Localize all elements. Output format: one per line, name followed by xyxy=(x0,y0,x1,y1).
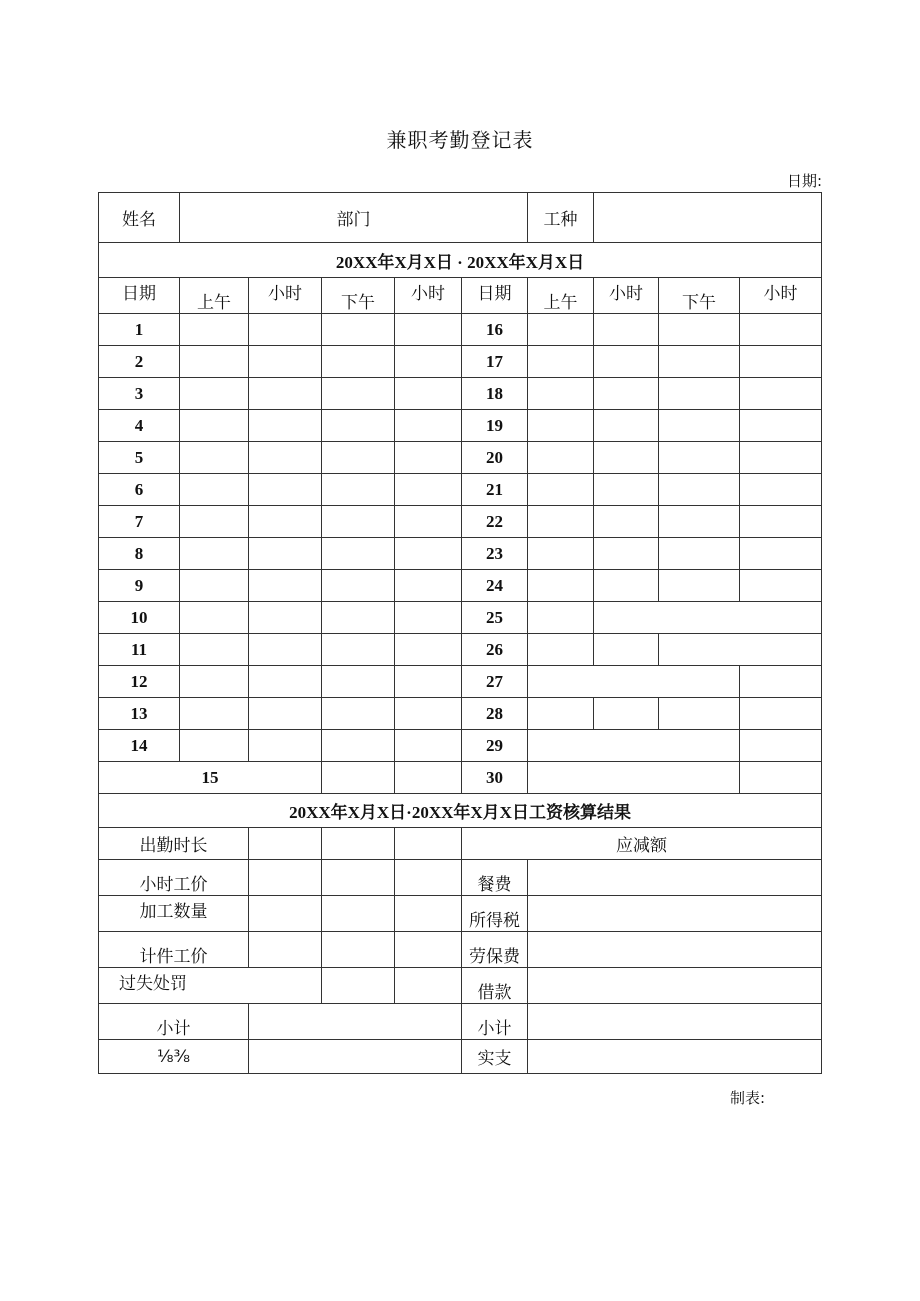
cell[interactable] xyxy=(180,570,249,602)
day-number: 19 xyxy=(462,410,528,442)
net-pay-value-cell[interactable] xyxy=(528,1040,822,1074)
insurance-value-cell[interactable] xyxy=(528,932,822,968)
day-number: 3 xyxy=(99,378,180,410)
hourly-rate-label: 小时工价 xyxy=(99,860,249,896)
cell[interactable] xyxy=(395,506,462,538)
net-pay-label: 实支 xyxy=(462,1040,528,1074)
cell[interactable] xyxy=(594,474,659,506)
cell[interactable] xyxy=(249,828,322,860)
cell[interactable] xyxy=(322,932,395,968)
cell[interactable] xyxy=(395,828,462,860)
cell[interactable] xyxy=(180,666,249,698)
day-number: 12 xyxy=(99,666,180,698)
cell[interactable] xyxy=(249,378,322,410)
cell[interactable] xyxy=(322,634,395,666)
insurance-label: 劳保费 xyxy=(462,932,528,968)
cell[interactable] xyxy=(594,314,659,346)
cell[interactable] xyxy=(659,474,740,506)
cell[interactable] xyxy=(740,666,822,698)
cell[interactable] xyxy=(528,410,594,442)
col-date-left: 日期 xyxy=(99,278,180,314)
meals-value-cell[interactable] xyxy=(528,860,822,896)
cell[interactable] xyxy=(180,410,249,442)
cell[interactable] xyxy=(659,442,740,474)
cell[interactable] xyxy=(528,442,594,474)
cell[interactable] xyxy=(740,314,822,346)
col-hours-right-2: 小时 xyxy=(740,278,822,314)
name-label: 姓名 xyxy=(99,193,180,243)
cell[interactable] xyxy=(659,698,740,730)
cell[interactable] xyxy=(322,698,395,730)
cell[interactable] xyxy=(395,896,462,932)
total-value-cell[interactable] xyxy=(249,1040,462,1074)
subtotal-left-value-cell[interactable] xyxy=(249,1004,462,1040)
cell[interactable] xyxy=(395,698,462,730)
cell[interactable] xyxy=(659,570,740,602)
attendance-hours-label: 出勤时长 xyxy=(99,828,249,860)
cell[interactable] xyxy=(528,602,594,634)
col-morning-left: 上午 xyxy=(180,278,249,314)
cell[interactable] xyxy=(180,602,249,634)
cell[interactable] xyxy=(395,634,462,666)
dept-label: 部门 xyxy=(180,193,528,243)
processing-qty-label: 加工数量 xyxy=(99,896,249,932)
piece-rate-label: 计件工价 xyxy=(99,932,249,968)
penalty-label: 过失处罚 xyxy=(99,968,322,1004)
day-number: 5 xyxy=(99,442,180,474)
cell[interactable] xyxy=(249,896,322,932)
cell[interactable] xyxy=(528,378,594,410)
cell[interactable] xyxy=(249,410,322,442)
cell[interactable] xyxy=(659,314,740,346)
cell[interactable] xyxy=(180,538,249,570)
cell[interactable] xyxy=(322,666,395,698)
cell[interactable] xyxy=(594,410,659,442)
cell[interactable] xyxy=(740,442,822,474)
col-hours-left-1: 小时 xyxy=(249,278,322,314)
day-number: 4 xyxy=(99,410,180,442)
day-number: 29 xyxy=(462,730,528,762)
cell-merged[interactable] xyxy=(594,602,822,634)
cell[interactable] xyxy=(528,314,594,346)
day-number: 20 xyxy=(462,442,528,474)
day-number: 8 xyxy=(99,538,180,570)
maker-label: 制表: xyxy=(730,1089,766,1107)
cell[interactable] xyxy=(180,474,249,506)
day-number: 22 xyxy=(462,506,528,538)
cell[interactable] xyxy=(395,968,462,1004)
cell[interactable] xyxy=(659,506,740,538)
cell[interactable] xyxy=(180,634,249,666)
cell[interactable] xyxy=(740,378,822,410)
cell[interactable] xyxy=(395,378,462,410)
day-number: 21 xyxy=(462,474,528,506)
col-hours-right-1: 小时 xyxy=(594,278,659,314)
cell[interactable] xyxy=(249,698,322,730)
cell[interactable] xyxy=(528,634,594,666)
day-number: 28 xyxy=(462,698,528,730)
day-number: 30 xyxy=(462,762,528,794)
cell[interactable] xyxy=(594,506,659,538)
cell[interactable] xyxy=(740,570,822,602)
day-number: 17 xyxy=(462,346,528,378)
cell[interactable] xyxy=(395,932,462,968)
cell[interactable] xyxy=(322,442,395,474)
cell[interactable] xyxy=(180,442,249,474)
day-number: 23 xyxy=(462,538,528,570)
day-number: 15 xyxy=(99,762,322,794)
cell[interactable] xyxy=(322,570,395,602)
cell[interactable] xyxy=(395,860,462,896)
day-number: 1 xyxy=(99,314,180,346)
cell[interactable] xyxy=(249,538,322,570)
day-number: 16 xyxy=(462,314,528,346)
cell[interactable] xyxy=(395,538,462,570)
cell[interactable] xyxy=(740,410,822,442)
day-number: 14 xyxy=(99,730,180,762)
cell[interactable] xyxy=(322,730,395,762)
day-number: 2 xyxy=(99,346,180,378)
cell[interactable] xyxy=(594,570,659,602)
cell[interactable] xyxy=(249,730,322,762)
cell[interactable] xyxy=(395,570,462,602)
cell[interactable] xyxy=(249,442,322,474)
loan-label: 借款 xyxy=(462,968,528,1004)
cell[interactable] xyxy=(528,346,594,378)
cell[interactable] xyxy=(594,698,659,730)
day-number: 18 xyxy=(462,378,528,410)
period-heading: 20XX年X月X日 · 20XX年X月X日 xyxy=(99,243,822,278)
cell[interactable] xyxy=(322,538,395,570)
page-title: 兼职考勤登记表 xyxy=(386,128,534,152)
cell[interactable] xyxy=(740,346,822,378)
total-label: ⅛⅜ xyxy=(99,1040,249,1074)
cell[interactable] xyxy=(740,474,822,506)
cell[interactable] xyxy=(659,378,740,410)
attendance-table xyxy=(98,192,822,1074)
cell[interactable] xyxy=(249,474,322,506)
cell[interactable] xyxy=(322,346,395,378)
cell[interactable] xyxy=(594,378,659,410)
deductions-label: 应减额 xyxy=(462,828,822,860)
cell[interactable] xyxy=(249,314,322,346)
income-tax-label: 所得税 xyxy=(462,896,528,932)
cell[interactable] xyxy=(180,698,249,730)
cell[interactable] xyxy=(322,968,395,1004)
cell[interactable] xyxy=(740,698,822,730)
cell[interactable] xyxy=(395,314,462,346)
day-number: 9 xyxy=(99,570,180,602)
day-number: 7 xyxy=(99,506,180,538)
meals-label: 餐费 xyxy=(462,860,528,896)
day-number: 10 xyxy=(99,602,180,634)
job-label: 工种 xyxy=(528,193,594,243)
cell[interactable] xyxy=(659,410,740,442)
cell[interactable] xyxy=(528,506,594,538)
col-afternoon-right: 下午 xyxy=(659,278,740,314)
cell[interactable] xyxy=(322,506,395,538)
day-number: 27 xyxy=(462,666,528,698)
cell[interactable] xyxy=(322,896,395,932)
cell[interactable] xyxy=(249,506,322,538)
day-number: 13 xyxy=(99,698,180,730)
day-number: 11 xyxy=(99,634,180,666)
cell[interactable] xyxy=(180,346,249,378)
cell[interactable] xyxy=(659,346,740,378)
cell[interactable] xyxy=(528,474,594,506)
cell[interactable] xyxy=(395,730,462,762)
col-hours-left-2: 小时 xyxy=(395,278,462,314)
date-label: 日期: xyxy=(786,172,822,190)
job-value-cell[interactable] xyxy=(594,193,822,243)
cell[interactable] xyxy=(249,666,322,698)
cell[interactable] xyxy=(528,538,594,570)
subtotal-left-label: 小计 xyxy=(99,1004,249,1040)
col-afternoon-left: 下午 xyxy=(322,278,395,314)
cell[interactable] xyxy=(322,860,395,896)
cell[interactable] xyxy=(249,346,322,378)
cell[interactable] xyxy=(322,602,395,634)
cell[interactable] xyxy=(594,442,659,474)
cell[interactable] xyxy=(395,346,462,378)
cell[interactable] xyxy=(249,932,322,968)
col-date-right: 日期 xyxy=(462,278,528,314)
loan-value-cell[interactable] xyxy=(528,968,822,1004)
col-morning-right: 上午 xyxy=(528,278,594,314)
cell[interactable] xyxy=(395,474,462,506)
cell[interactable] xyxy=(180,506,249,538)
day-number: 25 xyxy=(462,602,528,634)
day-number: 24 xyxy=(462,570,528,602)
cell-merged[interactable] xyxy=(528,666,740,698)
subtotal-right-label: 小计 xyxy=(462,1004,528,1040)
wage-heading: 20XX年X月X日·20XX年X月X日工资核算结果 xyxy=(99,794,822,828)
cell[interactable] xyxy=(322,828,395,860)
cell-merged[interactable] xyxy=(528,730,740,762)
cell[interactable] xyxy=(594,634,659,666)
day-number: 6 xyxy=(99,474,180,506)
cell[interactable] xyxy=(322,410,395,442)
cell[interactable] xyxy=(740,538,822,570)
cell[interactable] xyxy=(249,634,322,666)
subtotal-right-value-cell[interactable] xyxy=(528,1004,822,1040)
cell[interactable] xyxy=(249,570,322,602)
cell[interactable] xyxy=(249,860,322,896)
cell[interactable] xyxy=(180,314,249,346)
cell[interactable] xyxy=(395,442,462,474)
cell[interactable] xyxy=(594,346,659,378)
cell[interactable] xyxy=(395,602,462,634)
cell[interactable] xyxy=(740,730,822,762)
cell[interactable] xyxy=(740,762,822,794)
cell[interactable] xyxy=(322,314,395,346)
cell[interactable] xyxy=(322,474,395,506)
cell[interactable] xyxy=(180,730,249,762)
cell[interactable] xyxy=(740,506,822,538)
cell[interactable] xyxy=(395,410,462,442)
cell[interactable] xyxy=(395,762,462,794)
cell[interactable] xyxy=(528,570,594,602)
income-tax-value-cell[interactable] xyxy=(528,896,822,932)
cell[interactable] xyxy=(322,378,395,410)
cell[interactable] xyxy=(528,698,594,730)
cell[interactable] xyxy=(659,538,740,570)
cell[interactable] xyxy=(180,378,249,410)
cell[interactable] xyxy=(249,602,322,634)
cell-merged[interactable] xyxy=(528,762,740,794)
cell[interactable] xyxy=(395,666,462,698)
cell-merged[interactable] xyxy=(659,634,822,666)
day-number: 26 xyxy=(462,634,528,666)
cell[interactable] xyxy=(322,762,395,794)
cell[interactable] xyxy=(594,538,659,570)
